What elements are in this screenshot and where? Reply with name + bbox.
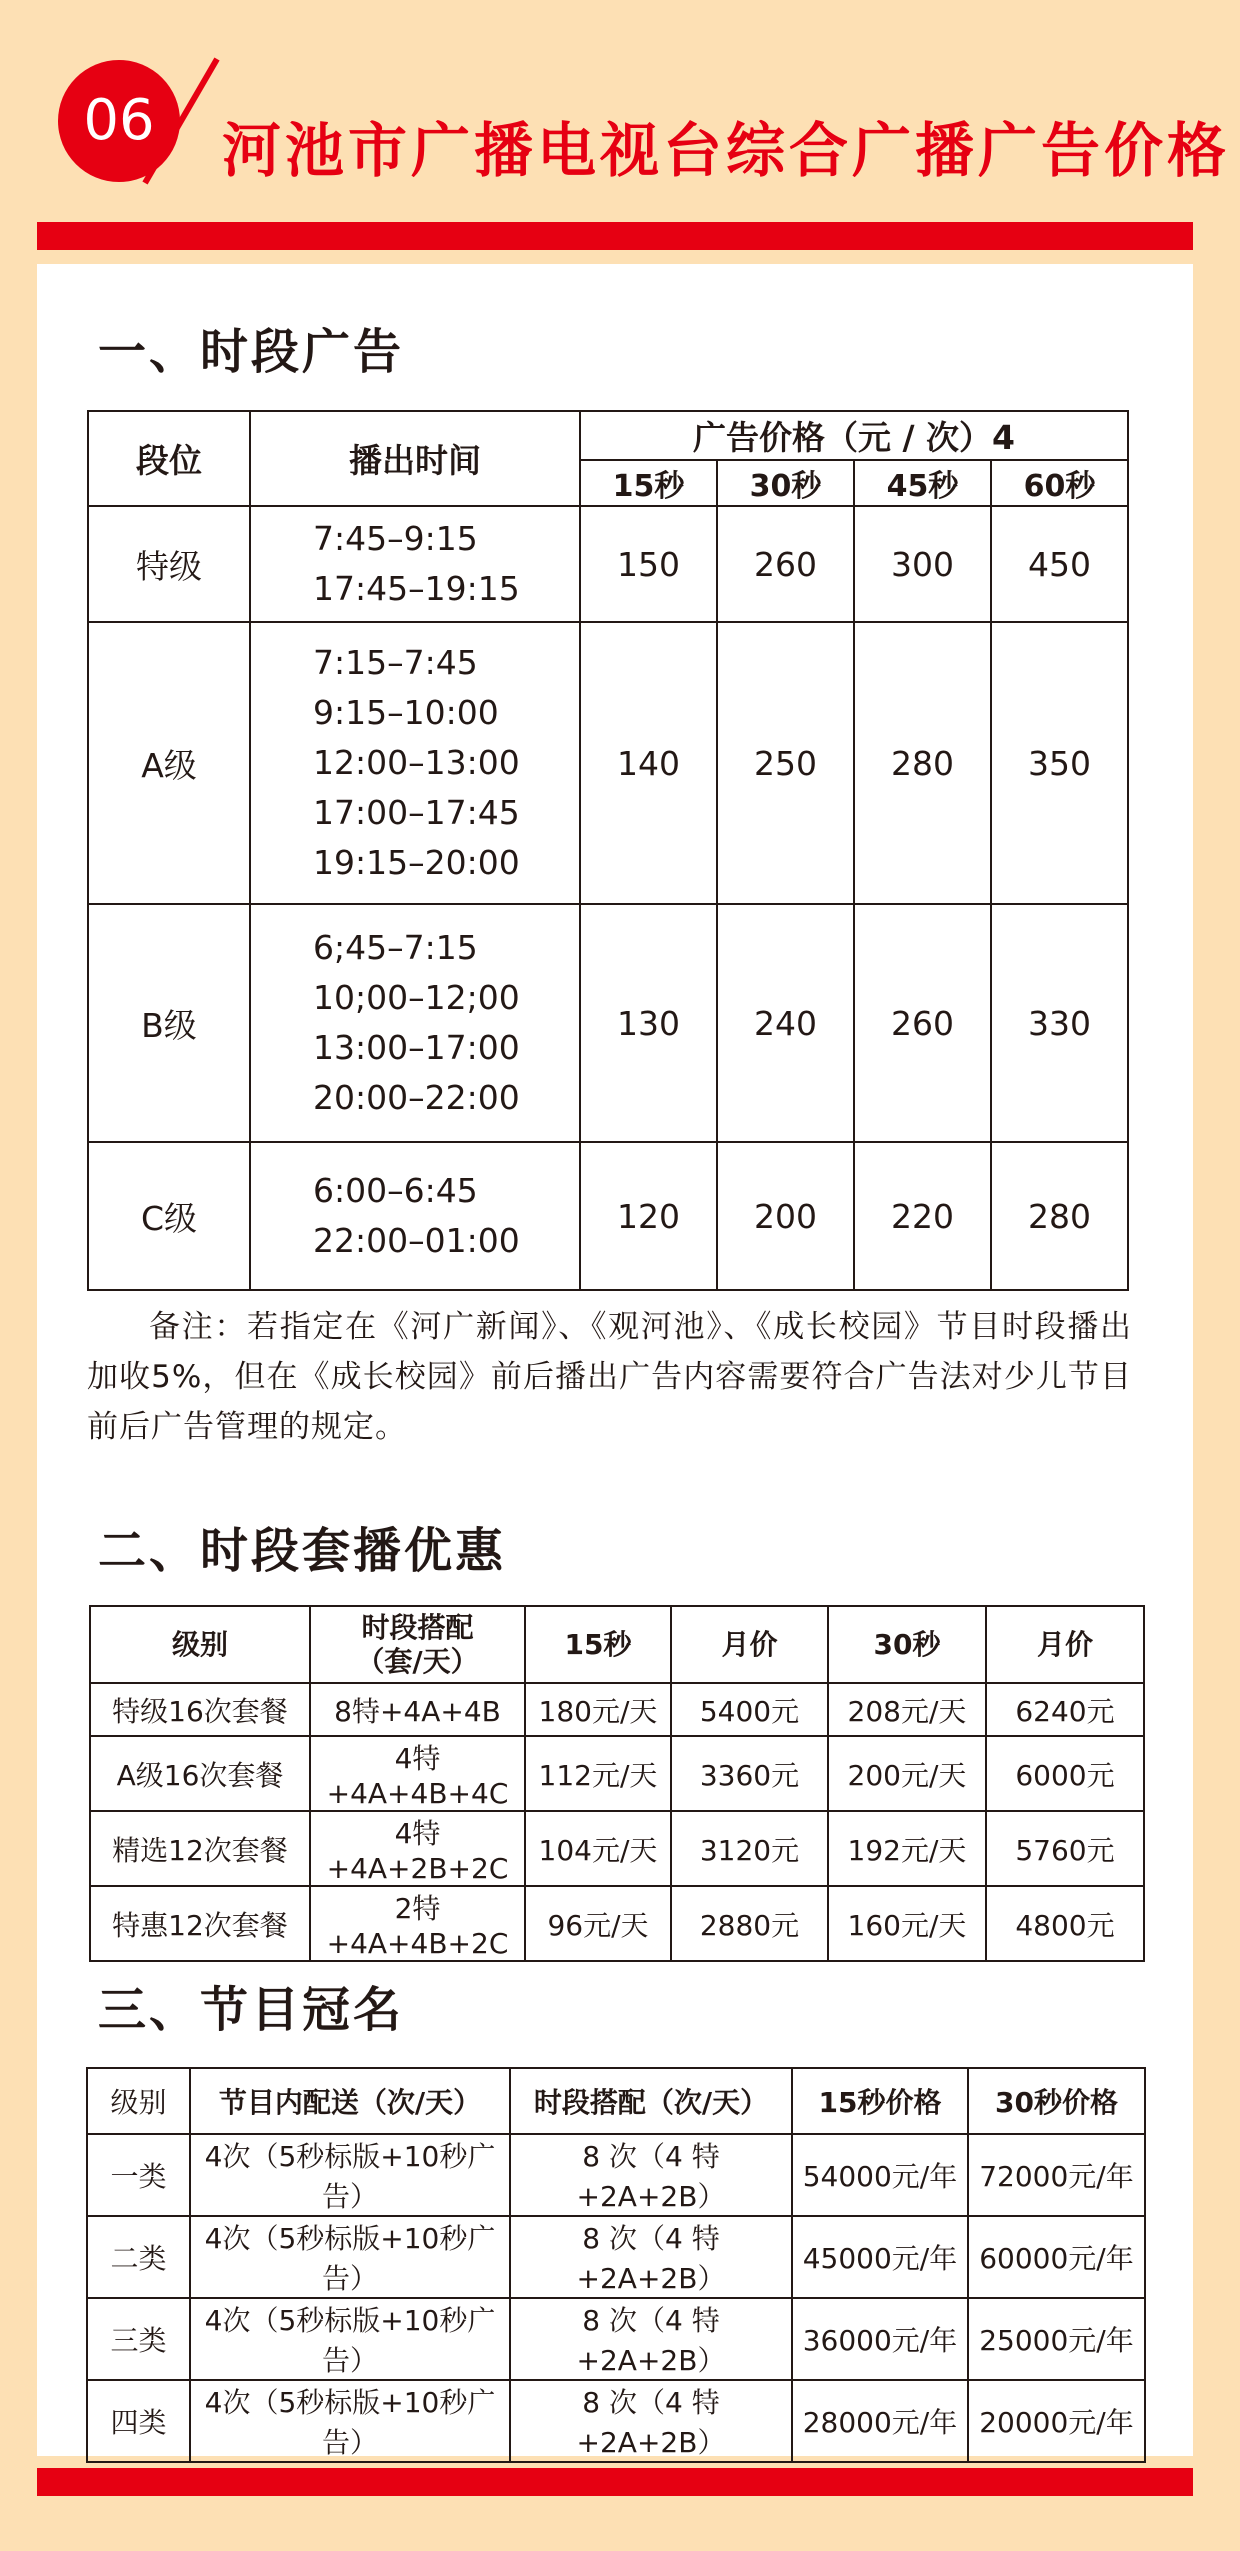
table-cell: 20000元/年 bbox=[968, 2380, 1145, 2462]
section3-title: 三、节目冠名 bbox=[98, 1982, 405, 2038]
table-cell: 4次（5秒标版+10秒广告） bbox=[190, 2134, 510, 2216]
table-cell: 特惠12次套餐 bbox=[90, 1886, 310, 1961]
table-cell: 4次（5秒标版+10秒广告） bbox=[190, 2380, 510, 2462]
level-cell: 特级 bbox=[88, 506, 250, 622]
table-cell: 2880元 bbox=[671, 1886, 828, 1961]
table-cell: 5760元 bbox=[986, 1811, 1144, 1886]
table-header-row bbox=[90, 1606, 1144, 1683]
page-number-badge: 06 bbox=[58, 60, 180, 182]
header-cell: 15秒价格 bbox=[792, 2068, 968, 2134]
table-cell: 三类 bbox=[87, 2298, 190, 2380]
table-cell: 一类 bbox=[87, 2134, 190, 2216]
table-cell: 8特+4A+4B bbox=[310, 1683, 525, 1736]
bottom-red-bar bbox=[37, 2468, 1193, 2496]
table-cell: 96元/天 bbox=[525, 1886, 671, 1961]
table-cell: 特级16次套餐 bbox=[90, 1683, 310, 1736]
price-cell: 220 bbox=[854, 1142, 991, 1290]
price-cell: 350 bbox=[991, 622, 1128, 904]
table-cell: 4特+4A+2B+2C bbox=[310, 1811, 525, 1886]
header-duration: 15秒 bbox=[580, 460, 717, 506]
header-cell: 月价 bbox=[986, 1606, 1144, 1683]
header-cell: 月价 bbox=[671, 1606, 828, 1683]
price-cell: 450 bbox=[991, 506, 1128, 622]
header-cell: 级别 bbox=[90, 1606, 310, 1683]
table-row bbox=[88, 622, 1128, 904]
table-row bbox=[87, 2298, 1145, 2380]
table-cell: 4特+4A+4B+4C bbox=[310, 1736, 525, 1811]
level-cell: B级 bbox=[88, 904, 250, 1142]
table-cell: 8 次（4 特 +2A+2B） bbox=[510, 2134, 792, 2216]
table-header-row bbox=[87, 2068, 1145, 2134]
top-red-bar bbox=[37, 222, 1193, 250]
table-cell: 25000元/年 bbox=[968, 2298, 1145, 2380]
table-row bbox=[88, 1142, 1128, 1290]
table-cell: 104元/天 bbox=[525, 1811, 671, 1886]
price-cell: 330 bbox=[991, 904, 1128, 1142]
table-row bbox=[90, 1683, 1144, 1736]
table-cell: 8 次（4 特 +2A+2B） bbox=[510, 2298, 792, 2380]
table-cell: 8 次（4 特 +2A+2B） bbox=[510, 2216, 792, 2298]
price-cell: 120 bbox=[580, 1142, 717, 1290]
table-cell: 54000元/年 bbox=[792, 2134, 968, 2216]
table-header-row bbox=[88, 411, 1128, 460]
table-cell: 112元/天 bbox=[525, 1736, 671, 1811]
price-cell: 300 bbox=[854, 506, 991, 622]
price-cell: 140 bbox=[580, 622, 717, 904]
header-cell: 15秒 bbox=[525, 1606, 671, 1683]
table-cell: 28000元/年 bbox=[792, 2380, 968, 2462]
table-cell: 180元/天 bbox=[525, 1683, 671, 1736]
note-paragraph: 备注：若指定在《河广新闻》、《观河池》、《成长校园》节目时段播出加收5%，但在《成长校园》前后播出广告内容需要符合广告法对少儿节目前后广告管理的规定。 bbox=[87, 1309, 1132, 1445]
price-cell: 280 bbox=[991, 1142, 1128, 1290]
price-cell: 260 bbox=[717, 506, 854, 622]
table-cell: 四类 bbox=[87, 2380, 190, 2462]
table-cell: A级16次套餐 bbox=[90, 1736, 310, 1811]
table-cell: 2特+4A+4B+2C bbox=[310, 1886, 525, 1961]
table-cell: 160元/天 bbox=[828, 1886, 986, 1961]
air-time-cell: 7:45–9:15 17:45–19:15 bbox=[250, 506, 580, 622]
table-row bbox=[87, 2380, 1145, 2462]
table-cell: 二类 bbox=[87, 2216, 190, 2298]
table-row bbox=[90, 1811, 1144, 1886]
header-duration: 45秒 bbox=[854, 460, 991, 506]
table-cell: 45000元/年 bbox=[792, 2216, 968, 2298]
header-cell: 时段搭配 （套/天） bbox=[310, 1606, 525, 1683]
price-cell: 200 bbox=[717, 1142, 854, 1290]
table-cell: 4次（5秒标版+10秒广告） bbox=[190, 2216, 510, 2298]
header-air-time: 播出时间 bbox=[250, 411, 580, 506]
table-cell: 4800元 bbox=[986, 1886, 1144, 1961]
level-cell: A级 bbox=[88, 622, 250, 904]
price-cell: 260 bbox=[854, 904, 991, 1142]
time-slot-ad-table bbox=[87, 410, 1129, 1291]
air-time-cell: 7:15–7:45 9:15–10:00 12:00–13:00 17:00–17:45 19:15–20:00 bbox=[250, 622, 580, 904]
level-cell: C级 bbox=[88, 1142, 250, 1290]
table-cell: 4次（5秒标版+10秒广告） bbox=[190, 2298, 510, 2380]
table-cell: 36000元/年 bbox=[792, 2298, 968, 2380]
header-cell: 30秒价格 bbox=[968, 2068, 1145, 2134]
table-row bbox=[87, 2216, 1145, 2298]
table-cell: 精选12次套餐 bbox=[90, 1811, 310, 1886]
header-cell: 级别 bbox=[87, 2068, 190, 2134]
table-cell: 208元/天 bbox=[828, 1683, 986, 1736]
header-level: 段位 bbox=[88, 411, 250, 506]
table-cell: 6240元 bbox=[986, 1683, 1144, 1736]
header-price: 广告价格（元 / 次）4 bbox=[580, 411, 1128, 460]
air-time-cell: 6:00–6:45 22:00–01:00 bbox=[250, 1142, 580, 1290]
price-cell: 130 bbox=[580, 904, 717, 1142]
header-cell: 30秒 bbox=[828, 1606, 986, 1683]
header-cell: 时段搭配（次/天） bbox=[510, 2068, 792, 2134]
table-cell: 3360元 bbox=[671, 1736, 828, 1811]
table-row bbox=[90, 1736, 1144, 1811]
program-sponsorship-table bbox=[86, 2067, 1146, 2463]
table-cell: 8 次（4 特 +2A+2B） bbox=[510, 2380, 792, 2462]
header-duration: 60秒 bbox=[991, 460, 1128, 506]
table-cell: 192元/天 bbox=[828, 1811, 986, 1886]
price-cell: 150 bbox=[580, 506, 717, 622]
section1-title: 一、时段广告 bbox=[98, 324, 405, 380]
header-cell: 节目内配送（次/天） bbox=[190, 2068, 510, 2134]
price-cell: 280 bbox=[854, 622, 991, 904]
table-row bbox=[87, 2134, 1145, 2216]
slash-decoration bbox=[125, 55, 225, 190]
header-duration: 30秒 bbox=[717, 460, 854, 506]
package-discount-table bbox=[89, 1605, 1145, 1962]
table-row bbox=[90, 1886, 1144, 1961]
air-time-cell: 6;45–7:15 10;00–12;00 13:00–17:00 20:00–22:00 bbox=[250, 904, 580, 1142]
section2-title: 二、时段套播优惠 bbox=[98, 1523, 507, 1579]
table-cell: 6000元 bbox=[986, 1736, 1144, 1811]
table-cell: 5400元 bbox=[671, 1683, 828, 1736]
table-cell: 3120元 bbox=[671, 1811, 828, 1886]
page-title: 河池市广播电视台综合广播广告价格 bbox=[222, 116, 1231, 185]
table-row bbox=[88, 904, 1128, 1142]
table-cell: 60000元/年 bbox=[968, 2216, 1145, 2298]
table-cell: 72000元/年 bbox=[968, 2134, 1145, 2216]
price-cell: 240 bbox=[717, 904, 854, 1142]
table-row bbox=[88, 506, 1128, 622]
table-cell: 200元/天 bbox=[828, 1736, 986, 1811]
price-cell: 250 bbox=[717, 622, 854, 904]
